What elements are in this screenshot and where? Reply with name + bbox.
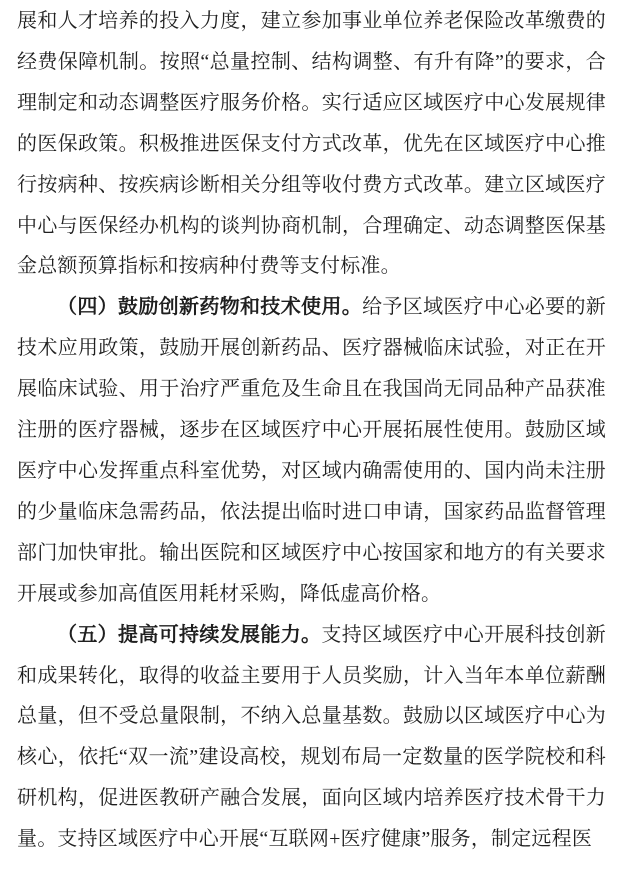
body-text: 给予区域医疗中心必要的新技术应用政策，鼓励开展创新药品、医疗器械临床试验，对正在开展临床试验、用于治疗严重危及生命且在我国尚无同品种产品获准注册的医疗器械，逐步在区域医疗中心开展拓展性使用。鼓励区域医疗中心发挥重点科室优势，对区域内确需使用的、国内尚未注册的少量临床急需药品，依法提出临时进口申请，国家药品监督管理部门加快审批。输出医院和区域医疗中心按国家和地方的有关要求开展或参加高值医用耗材采购，降低虚高价格。 xyxy=(17,296,606,605)
section-4-heading: （四）鼓励创新药物和技术使用。 xyxy=(57,296,363,319)
body-text: 展和人才培养的投入力度，建立参加事业单位养老保险改革缴费的经费保障机制。按照“总量控制、结构调整、有升有降”的要求，合理制定和动态调整医疗服务价格。实行适应区域医疗中心发展规律的医保政策。积极推进医保支付方式改革，优先在区域医疗中心推行按病种、按疾病诊断相关分组等收付费方式改革。建立区域医疗中心与医保经办机构的谈判协商机制，合理确定、动态调整医保基金总额预算指标和按病种付费等支付标准。 xyxy=(17,10,606,278)
body-text: 支持区域医疗中心开展科技创新和成果转化，取得的收益主要用于人员奖励，计入当年本单位薪酬总量，但不受总量限制，不纳入总量基数。鼓励以区域医疗中心为核心，依托“双一流”建设高校，规划布局一定数量的医学院校和科研机构，促进医教研产融合发展，面向区域内培养医疗技术骨干力量。支持区域医疗中心开展“互联网+医疗健康”服务，制定远程医 xyxy=(17,623,606,851)
section-5-heading: （五）提高可持续发展能力。 xyxy=(57,623,322,646)
paragraph-section-4 xyxy=(17,287,606,614)
paragraph-continuation xyxy=(17,1,606,287)
paragraph-section-5 xyxy=(17,615,606,860)
